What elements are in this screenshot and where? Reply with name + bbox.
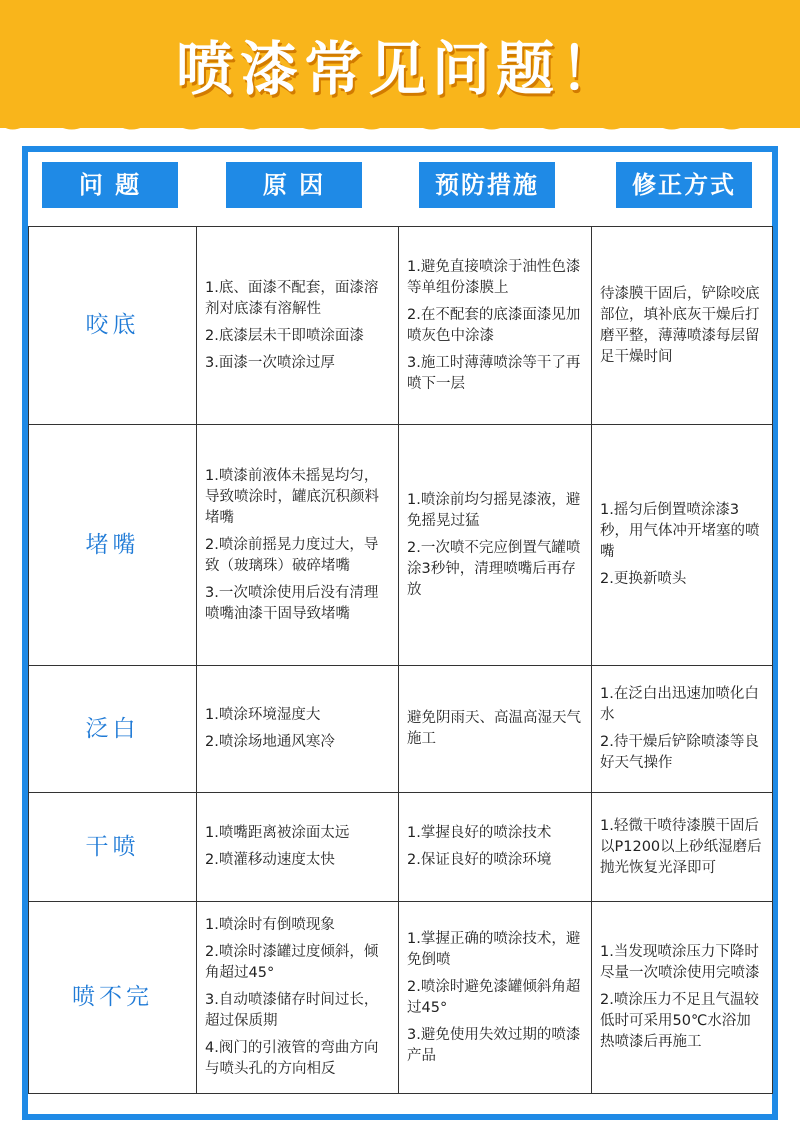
cause-item: 3.一次喷涂使用后没有清理喷嘴油漆干固导致堵嘴 xyxy=(205,584,379,622)
prevention-item: 2.在不配套的底漆面漆见加喷灰色中涂漆 xyxy=(407,306,581,344)
problems-table xyxy=(28,226,773,1094)
cause-item: 2.喷涂前摇晃力度过大，导致（玻璃珠）破碎堵嘴 xyxy=(205,536,379,574)
prevention-cell xyxy=(399,793,592,902)
problem-cell: 堵嘴 xyxy=(29,425,197,666)
header-fix: 修正方式 xyxy=(616,162,752,208)
prevention-item: 2.保证良好的喷涂环境 xyxy=(407,852,552,868)
cause-cell xyxy=(197,902,399,1094)
fix-item: 1.在泛白出迅速加喷化白水 xyxy=(600,686,759,723)
prevention-item: 避免阴雨天、高温高湿天气施工 xyxy=(407,710,581,747)
fix-cell xyxy=(592,793,773,902)
prevention-item: 1.避免直接喷涂于油性色漆等单组份漆膜上 xyxy=(407,258,581,296)
cause-item: 1.喷涂环境湿度大 xyxy=(205,707,321,723)
prevention-item: 1.喷涂前均匀摇晃漆液，避免摇晃过猛 xyxy=(407,491,581,529)
table-row xyxy=(29,227,773,425)
cause-item: 2.喷涂时漆罐过度倾斜，倾角超过45° xyxy=(205,944,379,981)
fix-item: 2.更换新喷头 xyxy=(600,571,687,587)
fix-item: 待漆膜干固后，铲除咬底部位，填补底灰干燥后打磨平整，薄薄喷漆每层留足干燥时间 xyxy=(600,285,760,365)
fix-item: 1.轻微干喷待漆膜干固后以P1200以上砂纸湿磨后抛光恢复光泽即可 xyxy=(600,817,762,876)
prevention-item: 1.掌握正确的喷涂技术，避免倒喷 xyxy=(407,930,581,968)
problem-cell: 咬底 xyxy=(29,227,197,425)
table-row xyxy=(29,902,773,1094)
prevention-item: 2.一次喷不完应倒置气罐喷涂3秒钟，清理喷嘴后再存放 xyxy=(407,539,581,598)
prevention-item: 3.施工时薄薄喷涂等干了再喷下一层 xyxy=(407,354,581,392)
cause-cell xyxy=(197,666,399,793)
page-title: 喷漆常见问题！ xyxy=(175,35,624,103)
prevention-cell xyxy=(399,902,592,1094)
fix-cell xyxy=(592,902,773,1094)
problem-cell: 喷不完 xyxy=(29,902,197,1094)
prevention-cell xyxy=(399,666,592,793)
header-problem: 问 题 xyxy=(42,162,178,208)
fix-item: 2.待干燥后铲除喷漆等良好天气操作 xyxy=(600,734,759,771)
fix-item: 2.喷涂压力不足且气温较低时可采用50℃水浴加热喷漆后再施工 xyxy=(600,992,759,1050)
cause-cell xyxy=(197,425,399,666)
problem-cell: 干喷 xyxy=(29,793,197,902)
cause-item: 2.喷涂场地通风寒冷 xyxy=(205,734,335,750)
cause-item: 3.面漆一次喷涂过厚 xyxy=(205,354,335,371)
prevention-item: 1.掌握良好的喷涂技术 xyxy=(407,825,552,841)
cause-item: 1.喷漆前液体未摇晃均匀，导致喷涂时，罐底沉积颜料堵嘴 xyxy=(205,467,379,526)
cause-item: 1.喷嘴距离被涂面太远 xyxy=(205,825,350,841)
fix-item: 1.摇匀后倒置喷涂漆3秒，用气体冲开堵塞的喷嘴 xyxy=(600,502,760,560)
cause-item: 2.底漆层未干即喷涂面漆 xyxy=(205,327,364,344)
prevention-item: 2.喷涂时避免漆罐倾斜角超过45° xyxy=(407,978,581,1016)
cause-item: 2.喷灌移动速度太快 xyxy=(205,852,335,868)
cause-cell xyxy=(197,227,399,425)
table-row xyxy=(29,793,773,902)
cause-item: 4.阀门的引液管的弯曲方向与喷头孔的方向相反 xyxy=(205,1040,379,1077)
prevention-cell xyxy=(399,227,592,425)
prevention-item: 3.避免使用失效过期的喷漆产品 xyxy=(407,1026,581,1064)
table-row xyxy=(29,666,773,793)
cause-item: 1.喷涂时有倒喷现象 xyxy=(205,917,335,933)
table-row xyxy=(29,425,773,666)
table-header-row xyxy=(28,152,772,226)
fix-item: 1.当发现喷涂压力下降时尽量一次喷涂使用完喷漆 xyxy=(600,944,760,981)
fix-cell xyxy=(592,425,773,666)
fix-cell xyxy=(592,666,773,793)
cause-item: 3.自动喷漆储存时间过长，超过保质期 xyxy=(205,992,379,1029)
cause-cell xyxy=(197,793,399,902)
banner-wave-edge xyxy=(0,112,800,142)
prevention-cell xyxy=(399,425,592,666)
cause-item: 1.底、面漆不配套，面漆溶剂对底漆有溶解性 xyxy=(205,279,379,317)
fix-cell xyxy=(592,227,773,425)
header-cause: 原 因 xyxy=(226,162,362,208)
header-prevention: 预防措施 xyxy=(419,162,555,208)
problem-cell: 泛白 xyxy=(29,666,197,793)
